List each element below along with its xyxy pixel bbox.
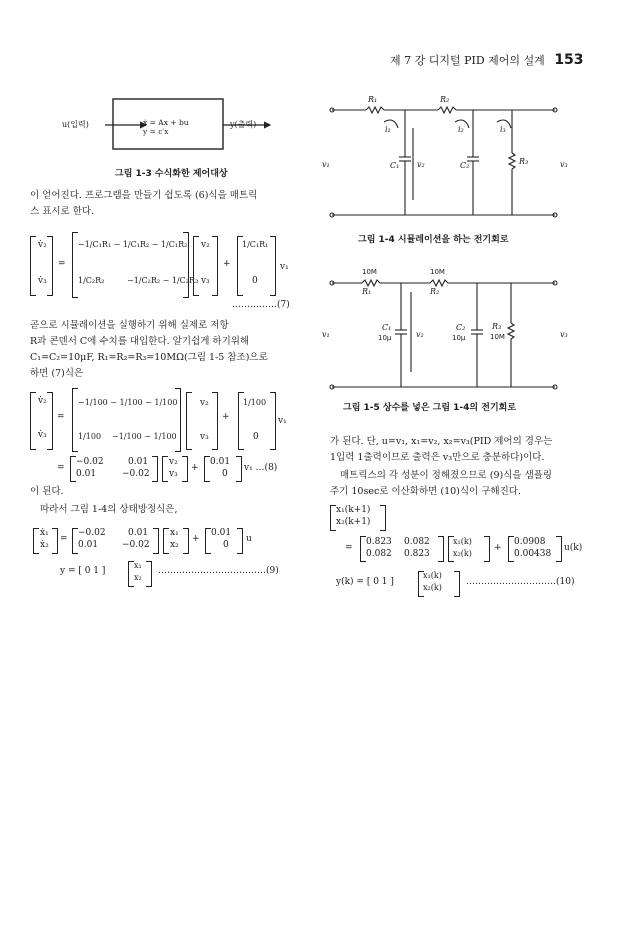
text-line: 가 된다. 단, u=v₁, x₁=v₂, x₂=v₃(PID 제어의 경우는	[330, 436, 553, 447]
state-lhs-top: ẋ₁	[40, 528, 49, 538]
eq10-x-top: x₁(k)	[453, 537, 472, 546]
eq7-m11: −1/C₁R₁ − 1/C₁R₂ − 1/C₁R₂	[78, 240, 188, 249]
state-input: u	[246, 534, 252, 544]
eq10y-number: …………………………(10)	[466, 577, 575, 587]
state-m11: −0.02	[78, 528, 106, 538]
text-line: 하면 (7)식은	[30, 368, 84, 379]
text-line: 스 표시로 한다.	[30, 206, 95, 217]
state-b-top: 0.01	[211, 528, 232, 538]
state-m21: 0.01	[78, 540, 99, 550]
eq8a-vec-bottom: v₃	[200, 432, 209, 442]
r2-value: 10M	[430, 268, 445, 276]
r1-value: 10M	[362, 268, 377, 276]
c2-label: C₂	[460, 161, 470, 170]
eq10-input: u(k)	[564, 543, 583, 553]
eq8a-vec-top: v₂	[200, 398, 209, 408]
output-equation: y = c′x	[143, 127, 169, 136]
r1-label: R₁	[368, 95, 378, 104]
v3-label: v₃	[560, 160, 568, 169]
eq7-vec-top: v₂	[201, 240, 210, 250]
eq10y-x-bottom: x₂(k)	[423, 583, 442, 592]
page-number: 153	[554, 52, 584, 68]
eq10y-lhs: y(k) = [ 0 1 ]	[336, 577, 394, 587]
c2-value: 10μ	[452, 334, 466, 342]
figure-1-4-caption: 그림 1-4 시뮬레이션을 하는 전기회로	[358, 235, 509, 245]
i1-label: i₁	[385, 125, 391, 134]
eq8b-m21: 0.01	[76, 469, 97, 479]
eq10y-x-top: x₁(k)	[423, 571, 442, 580]
state-m12: 0.01	[128, 528, 149, 538]
eq7-b-bottom: 0	[252, 276, 258, 286]
state-m22: −0.02	[122, 540, 150, 550]
state-lhs-bottom: ẋ₂	[40, 540, 49, 550]
eq7-lhs-top: v̇₂	[38, 240, 47, 250]
eq7-input: v₁	[280, 262, 289, 272]
left-paragraph-3: 이 된다.	[30, 486, 64, 497]
eq9-x-top: x₁	[134, 561, 142, 570]
right-paragraph-1	[330, 434, 552, 466]
eq9-number: ………………………………(9)	[158, 566, 279, 576]
eq8b-vec-bottom: v₃	[169, 469, 178, 479]
left-paragraph-4: 따라서 그림 1-4의 상태방정식은,	[40, 504, 178, 515]
figure-1-5-caption: 그림 1-5 상수를 넣은 그림 1-4의 전기회로	[343, 403, 517, 413]
c2-label: C₂	[456, 323, 466, 332]
eq7-m21: 1/C₂R₂	[78, 276, 105, 285]
eq10-m12: 0.082	[404, 537, 430, 547]
text-line: 곧으로 시뮬레이션을 실행하기 위해 실제로 저항	[30, 320, 229, 331]
eq8a-b-bottom: 0	[253, 432, 259, 442]
c1-label: C₁	[390, 161, 400, 170]
eq8a-b-top: 1/100	[243, 398, 267, 407]
eq10-m22: 0.823	[404, 549, 430, 559]
eq10-m21: 0.082	[366, 549, 392, 559]
r3-label: R₃	[492, 322, 502, 331]
state-x-bottom: x₂	[170, 540, 179, 550]
v2-label: v₂	[417, 160, 425, 169]
eq8b-vec-top: v₂	[169, 457, 178, 467]
text-line: R과 콘덴서 C에 수치를 대입한다. 알기쉽게 하기위해	[30, 336, 250, 347]
eq8a-m21: 1/100	[78, 432, 102, 441]
eq9-lhs: y = [ 0 1 ]	[60, 566, 106, 576]
eq10-x-bottom: x₂(k)	[453, 549, 472, 558]
v1-label: v₁	[322, 330, 330, 339]
c1-value: 10μ	[378, 334, 392, 342]
eq10-b-top: 0.0908	[514, 537, 546, 547]
text-line: 1입력 1출력이므로 출력은 v₃만으로 충분하다)이다.	[330, 452, 545, 463]
r1-label: R₁	[362, 287, 372, 296]
eq8b-m12: 0.01	[128, 457, 149, 467]
eq8b-m22: −0.02	[122, 469, 150, 479]
eq10-m11: 0.823	[366, 537, 392, 547]
eq10-lhs-bottom: x₂(k+1)	[336, 517, 371, 527]
eq7-number: ……………(7)	[232, 300, 290, 310]
eq10-lhs-top: x₁(k+1)	[336, 505, 371, 515]
v3-label: v₃	[560, 330, 568, 339]
r3-label: R₃	[519, 157, 529, 166]
r2-label: R₂	[430, 287, 440, 296]
state-equation: ẋ = Ax + bu	[143, 118, 189, 127]
text-line: 이 얻어진다. 프로그램을 만들기 쉽도록 (6)식을 매트릭	[30, 190, 258, 201]
v2-label: v₂	[416, 330, 424, 339]
eq8a-m22: −1/100 − 1/100	[112, 432, 177, 441]
state-x-top: x₁	[170, 528, 179, 538]
eq8b-b-bottom: 0	[222, 469, 228, 479]
eq8a-input: v₁	[278, 416, 287, 426]
r3-value: 10M	[490, 333, 505, 341]
text-line: 주기 10sec로 이산화하면 (10)식이 구해진다.	[330, 486, 521, 497]
eq8b-tail: v₁ …(8)	[244, 463, 278, 473]
eq7-lhs-bottom: v̇₃	[38, 276, 47, 286]
eq7-vec-bottom: v₃	[201, 276, 210, 286]
eq10-b-bottom: 0.00438	[514, 549, 552, 559]
left-paragraph-1	[30, 188, 257, 220]
v1-label: v₁	[322, 160, 330, 169]
eq7-b-top: 1/C₁R₁	[242, 240, 269, 249]
left-paragraph-2	[30, 318, 268, 382]
state-b-bottom: 0	[223, 540, 229, 550]
figure-1-3-caption: 그림 1-3 수식화한 제어대상	[115, 169, 228, 179]
eq8a-m11: −1/100 − 1/100 − 1/100	[78, 398, 178, 407]
input-label: u(입력)	[62, 120, 89, 129]
c1-label: C₁	[382, 323, 392, 332]
eq9-x-bottom: x₂	[134, 573, 142, 582]
output-label: y(출력)	[230, 120, 257, 129]
eq7-m22: −1/C₂R₂ − 1/C₂R₃	[127, 276, 199, 285]
eq8b-m11: −0.02	[76, 457, 104, 467]
i2-label: i₂	[458, 125, 464, 134]
right-paragraph-2	[330, 468, 552, 500]
text-line: C₁=C₂=10μF, R₁=R₂=R₃=10MΩ(그림 1-5 참조)으로	[30, 352, 268, 363]
i3-label: i₃	[500, 125, 506, 134]
text-line: 매트릭스의 각 성분이 정해졌으므로 (9)식을 샘플링	[340, 470, 553, 481]
eq8b-b-top: 0.01	[210, 457, 231, 467]
chapter-title: 제 7 강 디지털 PID 제어의 설계	[390, 54, 545, 67]
r2-label: R₂	[440, 95, 450, 104]
